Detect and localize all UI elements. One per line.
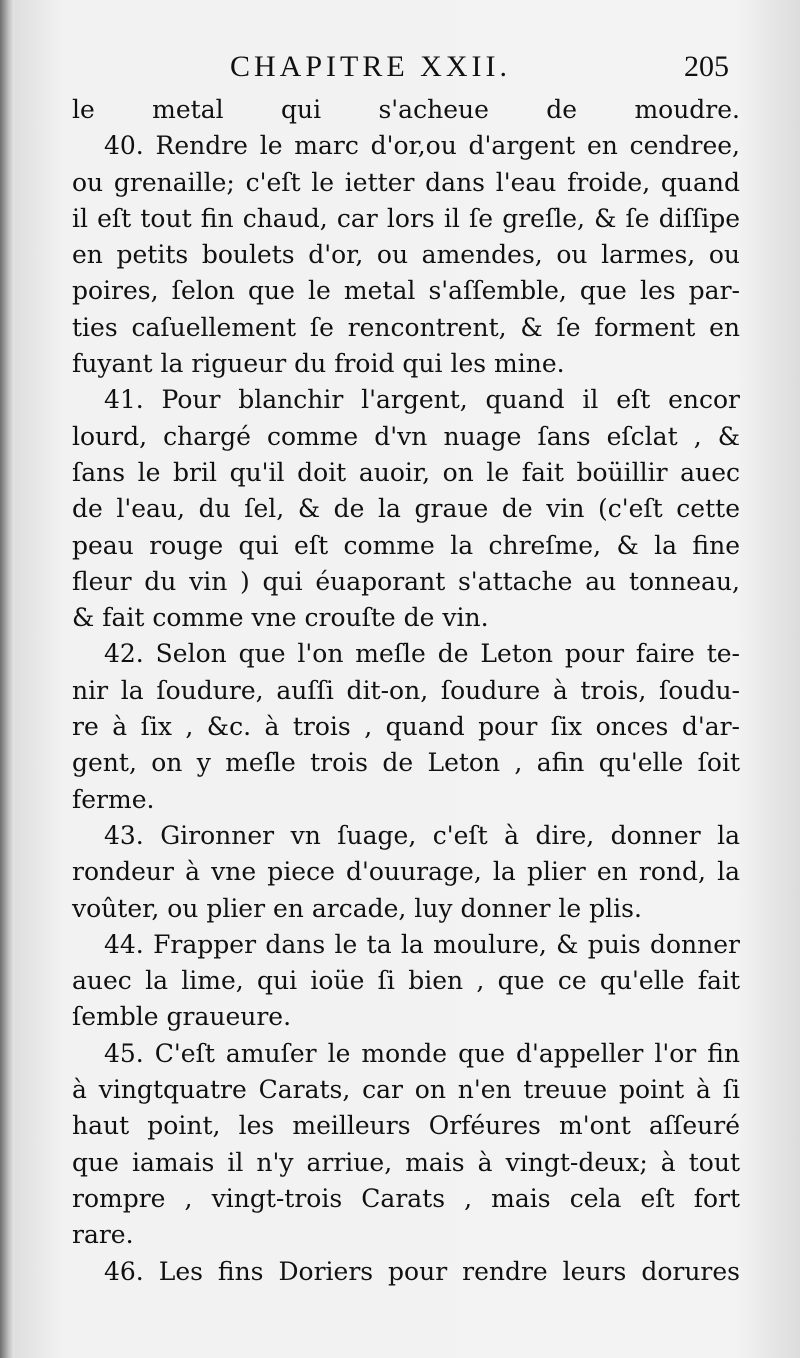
text-line: à vingtquatre Carats, car on n'en treuue point à ſi (72, 1075, 740, 1105)
text-line: ties caſuellement ſe rencontrent, & ſe forment en (72, 312, 740, 342)
text-line: rondeur à vne piece d'ouurage, la plier en rond, la (72, 857, 740, 887)
text-line: de l'eau, du ſel, & de la graue de vin (c'eſt cette (72, 494, 740, 524)
chapter-title: CHAPITRE XXII. (230, 50, 511, 83)
page-number: 205 (684, 50, 729, 83)
text-line: ou grenaille; c'eſt le ietter dans l'eau froide, quand (72, 167, 740, 197)
running-header (0, 44, 800, 94)
text-line: auec la lime, qui ioüe ſi bien , que ce qu'elle fait (72, 966, 740, 996)
text-line: nir la ſoudure, auſſi dit-on, ſoudure à trois, ſoudu- (72, 675, 740, 705)
text-line: voûter, ou plier en arcade, luy donner le plis. (72, 893, 642, 923)
text-line: le metal qui s'acheue de moudre. (72, 95, 740, 124)
text-line: rompre , vingt-trois Carats , mais cela eſt fort (72, 1183, 740, 1213)
text-line: & fait comme vne crouſte de vin. (72, 603, 489, 633)
text-line: gent, on y meſle trois de Leton , afin qu'elle ſoit (72, 748, 740, 778)
page-gutter-shadow (0, 0, 14, 1358)
text-line: ſemble graueure. (72, 1002, 292, 1032)
text-line: 42. Selon que l'on meſle de Leton pour faire te- (104, 639, 740, 669)
text-line: 43. Gironner vn ſuage, c'eſt à dire, donner la (104, 820, 740, 850)
text-line: en petits boulets d'or, ou amendes, ou larmes, ou (72, 240, 740, 270)
text-line: 44. Frapper dans le ta la moulure, & puis donner (104, 929, 740, 959)
text-line: que iamais il n'y arriue, mais à vingt-deux; à tout (72, 1147, 740, 1177)
text-line: ſans le bril qu'il doit auoir, on le fait boüillir auec (72, 457, 740, 487)
text-line: 45. C'eſt amuſer le monde que d'appeller l'or fin (104, 1038, 740, 1068)
text-line: fuyant la rigueur du froid qui les mine. (72, 349, 565, 379)
text-line: rare. (72, 1220, 134, 1250)
page-body-text (72, 92, 740, 1290)
text-line: 41. Pour blanchir l'argent, quand il eſt encor (104, 385, 740, 415)
text-line: re à ſix , &c. à trois , quand pour ſix onces d'ar- (72, 712, 740, 742)
text-line: fleur du vin ) qui éuaporant s'attache au tonneau, (72, 566, 740, 596)
text-line: haut point, les meilleurs Orféures m'ont aſſeuré (72, 1111, 740, 1141)
text-line: lourd, chargé comme d'vn nuage ſans eſclat , & (72, 421, 740, 451)
text-line: poires, ſelon que le metal s'aſſemble, que les par- (72, 276, 740, 306)
text-line: ferme. (72, 784, 155, 814)
text-line: 46. Les fins Doriers pour rendre leurs dorures (104, 1256, 740, 1286)
text-line: peau rouge qui eſt comme la chreſme, & la fine (72, 530, 740, 560)
text-line: 40. Rendre le marc d'or,ou d'argent en cendree, (104, 131, 740, 161)
text-line: il eſt tout fin chaud, car lors il ſe greſle, & ſe diſſipe (72, 203, 740, 233)
